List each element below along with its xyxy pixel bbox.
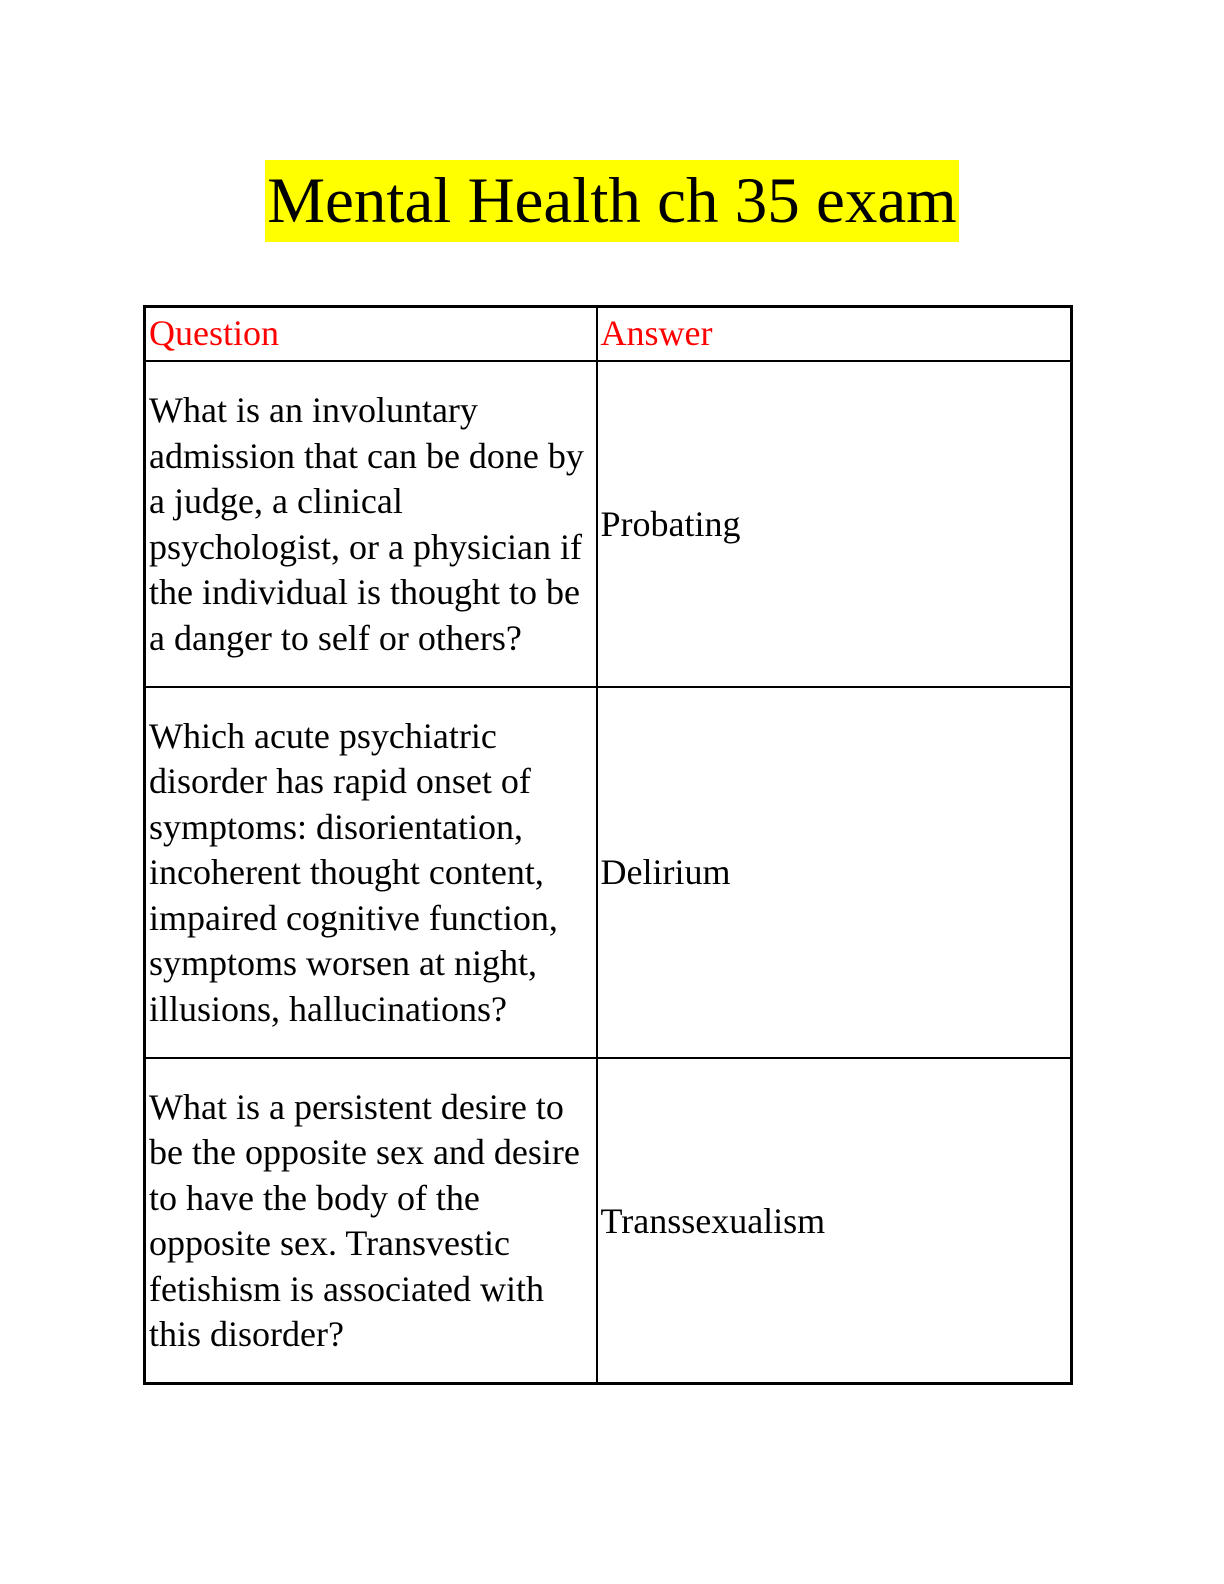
- title-container: [0, 160, 1224, 242]
- answer-cell: Delirium: [597, 687, 1072, 1058]
- qa-table: [143, 305, 1073, 1385]
- answer-cell: Probating: [597, 361, 1072, 687]
- answer-cell: Transsexualism: [597, 1058, 1072, 1384]
- table-row: [145, 687, 1072, 1058]
- question-column-header: Question: [145, 307, 597, 361]
- table-row: [145, 1058, 1072, 1384]
- question-cell: What is an involuntary admission that can be done by a judge, a clinical psychologist, or a physician if the individual is thought to be a danger to self or others?: [145, 361, 597, 687]
- table-row: [145, 361, 1072, 687]
- answer-column-header: Answer: [597, 307, 1072, 361]
- question-cell: What is a persistent desire to be the opposite sex and desire to have the body of the opposite sex. Transvestic fetishism is associated with this disorder?: [145, 1058, 597, 1384]
- table-header-row: [145, 307, 1072, 361]
- question-cell: Which acute psychiatric disorder has rapid onset of symptoms: disorientation, incoherent thought content, impaired cognitive function, symptoms worsen at night, illusions, hallucinations?: [145, 687, 597, 1058]
- document-title: Mental Health ch 35 exam: [265, 160, 958, 242]
